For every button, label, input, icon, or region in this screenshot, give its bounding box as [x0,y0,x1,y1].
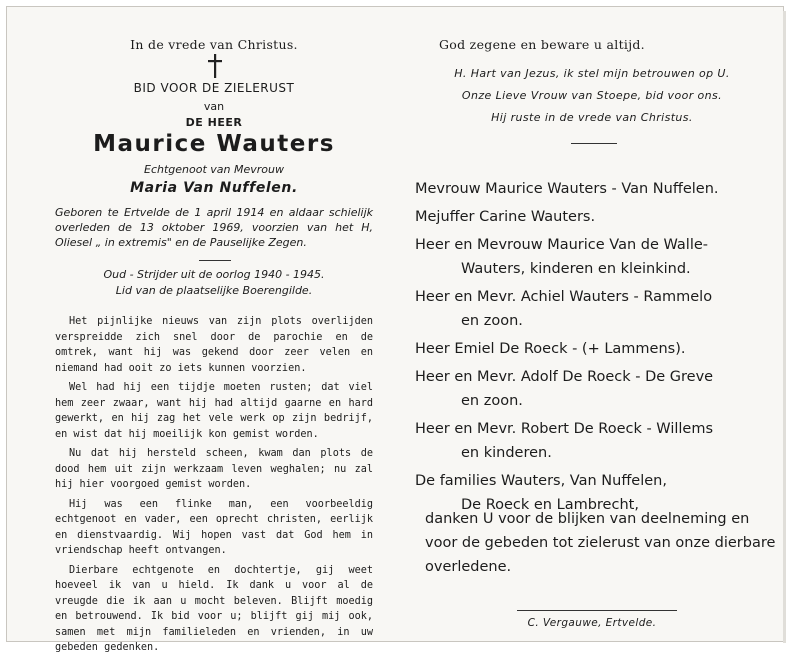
cross-icon [205,53,225,79]
family-list [415,177,777,517]
family-entry: De families Wauters, Van Nuffelen, [415,473,667,489]
spouse-name: Maria Van Nuffelen. [130,180,298,196]
printer-credit: C. Vergauwe, Ertvelde. [527,617,657,629]
family-entry: Heer en Mevr. Achiel Wauters - Rammelo [415,289,713,305]
memorial-text [55,314,373,660]
thanks-text: danken U voor de blijken van deelneming en voor de gebeden tot zielerust van onze dierbare overledene. [425,511,776,575]
family-entry: Heer en Mevr. Robert De Roeck - Willems [415,421,714,437]
van-label: van [203,100,225,113]
family-entry-cont: De Roeck en Lambrecht, [461,497,639,513]
birth-death-text: Geboren te Ertvelde de 1 april 1914 en aldaar schielijk overleden de 13 oktober 1969, voorzien van het H, Oliesel „ in extremis" en de Pauselijke Zegen. [55,206,373,249]
memorial-card [6,6,784,653]
guild-line: Lid van de plaatselijke Boerengilde. [115,284,313,297]
prayer-request-heading: BID VOOR DE ZIELERUST [133,81,295,95]
spouse-label: Echtgenoot van Mevrouw [144,163,284,176]
divider [199,260,231,261]
paragraph: Wel had hij een tijdje moeten rusten; dat viel hem zeer zwaar, want hij had altijd gaarne en hard gewerkt, en hij zag het vele werk op zijn bedrijf, en wist dat hij moeilijk kon gemist worden. [55,382,373,440]
prayers [407,63,777,129]
divider [571,143,617,144]
family-entry: Heer Emiel De Roeck - (+ Lammens). [415,341,686,357]
prayer-line: H. Hart van Jezus, ik stel mijn betrouwen op U. [454,67,730,80]
blessing-line: God zegene en beware u altijd. [439,37,645,52]
prayer-line: Onze Lieve Vrouw van Stoepe, bid voor ons. [461,89,723,102]
family-entry: Heer en Mevrouw Maurice Van de Walle- [415,237,709,253]
veteran-line: Oud - Strijder uit de oorlog 1940 - 1945. [103,268,325,281]
family-entry-cont: en zoon. [461,393,523,409]
family-entry: Mejuffer Carine Wauters. [415,209,596,225]
paragraph: Het pijnlijke nieuws van zijn plots overlijden verspreidde zich snel door de parochie en de omtrek, want hij was gekend door zeer velen en niemand had ooit zo iets kunnen voorzien. [55,316,373,374]
divider [517,610,677,611]
deceased-name: Maurice Wauters [93,131,335,157]
family-entry-cont: en kinderen. [461,445,552,461]
family-entry-cont: Wauters, kinderen en kleinkind. [461,261,691,277]
header-peace-line: In de vrede van Christus. [130,37,298,52]
family-entry: Mevrouw Maurice Wauters - Van Nuffelen. [415,181,719,197]
family-entry-cont: en zoon. [461,313,523,329]
paragraph: Nu dat hij hersteld scheen, kwam dan plots de dood hem uit zijn werkzaam leven weghalen; nu zal hij hier voorgoed gemist worden. [55,448,373,490]
paragraph: Dierbare echtgenote en dochtertje, gij weet hoeveel ik van u hield. Ik dank u voor al de vreugde die ik aan u mocht beleven. Blijft moedig en betrouwend. Ik bid voor u; blijft gij mij ook, samen met mijn familieleden en vrienden, in uw gebeden gedenken. [55,564,373,653]
paragraph: Hij was een flinke man, een voorbeeldig echtgenoot en vader, een oprecht christen, eerlijk en dienstvaardig. Wij hopen vast dat God hem in vriendschap heeft ontvangen. [55,498,373,556]
veteran-info [55,267,373,299]
family-entry: Heer en Mevr. Adolf De Roeck - De Greve [415,369,714,385]
title-de-heer: DE HEER [185,116,243,129]
prayer-line: Hij ruste in de vrede van Christus. [491,111,693,124]
